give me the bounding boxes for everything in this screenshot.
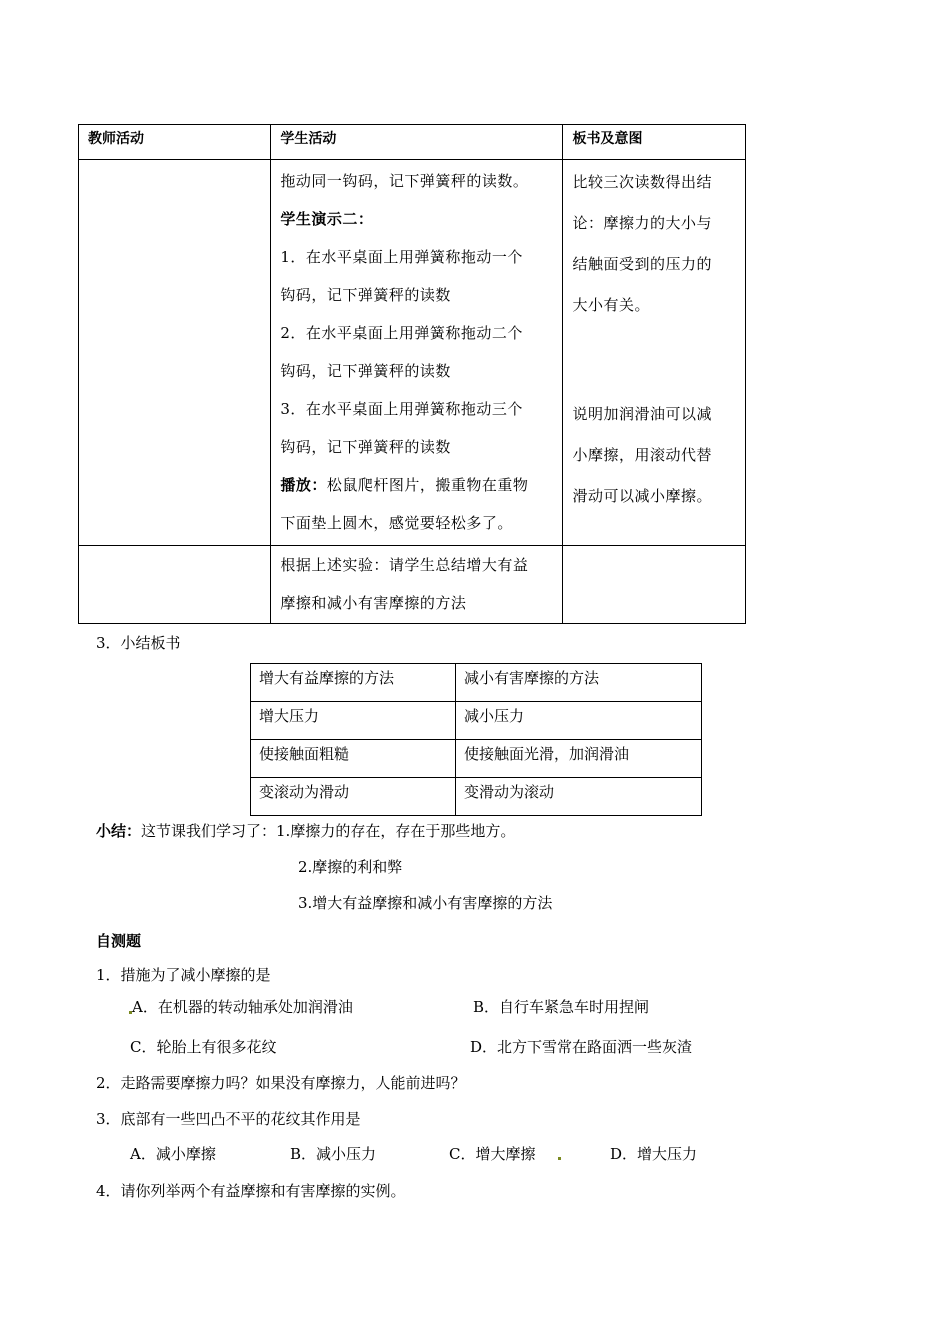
option-3b: B．减小压力 — [290, 1145, 377, 1163]
table-header-row — [79, 125, 746, 160]
option-1c: C．轮胎上有很多花纹 — [130, 1038, 277, 1056]
student-line: 钩码，记下弹簧秤的读数 — [280, 362, 451, 380]
table-cell: 减小有害摩擦的方法 — [456, 664, 702, 702]
conclusion-item: 3.增大有益摩擦和减小有害摩擦的方法 — [298, 894, 553, 912]
board-line: 大小有关。 — [572, 296, 650, 314]
table-cell: 增大有益摩擦的方法 — [251, 664, 456, 702]
header-student-activity: 学生活动 — [271, 125, 563, 160]
table-row — [251, 702, 702, 740]
student-demo-title: 学生演示二： — [280, 210, 374, 228]
table-row — [79, 160, 746, 546]
student-line: 下面垫上圆木，感觉要轻松多了。 — [280, 514, 513, 532]
question-3: 3．底部有一些凹凸不平的花纹其作用是 — [96, 1110, 361, 1128]
student-line: 钩码，记下弹簧秤的读数 — [280, 438, 451, 456]
student-line: 1．在水平桌面上用弹簧称拖动一个 — [280, 248, 523, 266]
teacher-activity-cell — [79, 546, 271, 624]
table-cell: 使接触面粗糙 — [251, 740, 456, 778]
board-line: 结触面受到的压力的 — [572, 255, 712, 273]
conclusion-text: 这节课我们学习了：1.摩擦力的存在，存在于那些地方。 — [141, 822, 516, 840]
student-play-line — [280, 466, 553, 504]
student-line: 3．在水平桌面上用弹簧称拖动三个 — [280, 400, 523, 418]
table-cell: 减小压力 — [456, 702, 702, 740]
table-row — [79, 546, 746, 624]
option-3c: C．增大摩擦 — [449, 1145, 536, 1163]
option-1b: B．自行车紧急车时用捏闸 — [473, 998, 650, 1016]
student-activity-cell — [271, 546, 563, 624]
table-cell: 增大压力 — [251, 702, 456, 740]
lesson-activity-table — [78, 124, 746, 624]
option-1a: A．在机器的转动轴承处加润滑油 — [132, 998, 353, 1016]
board-intent-cell — [563, 160, 746, 546]
board-intent-cell — [563, 546, 746, 624]
teacher-activity-cell — [79, 160, 271, 546]
board-line: 滑动可以减小摩擦。 — [572, 487, 712, 505]
question-4: 4．请你列举两个有益摩擦和有害摩擦的实例。 — [96, 1182, 406, 1200]
table-row — [251, 778, 702, 816]
board-line: 小摩擦，用滚动代替 — [572, 446, 712, 464]
speck-mark — [558, 1157, 561, 1160]
section-title: 3．小结板书 — [96, 634, 181, 652]
table-row — [251, 664, 702, 702]
play-text: 松鼠爬杆图片，搬重物在重物 — [326, 476, 529, 494]
student-activity-cell — [271, 160, 563, 546]
student-line: 摩擦和减小有害摩擦的方法 — [280, 594, 467, 612]
conclusion-item: 2.摩擦的利和弊 — [298, 858, 403, 876]
summary-table — [250, 663, 702, 816]
table-cell: 使接触面光滑，加润滑油 — [456, 740, 702, 778]
option-1d: D．北方下雪常在路面洒一些灰渣 — [470, 1038, 693, 1056]
header-board-intent: 板书及意图 — [563, 125, 746, 160]
option-3d: D．增大压力 — [610, 1145, 698, 1163]
student-line: 钩码，记下弹簧秤的读数 — [280, 286, 451, 304]
board-line: 论：摩擦力的大小与 — [572, 214, 712, 232]
option-3a: A．减小摩擦 — [130, 1145, 216, 1163]
question-1: 1．措施为了减小摩擦的是 — [96, 966, 271, 984]
conclusion-line — [96, 820, 515, 841]
table-cell: 变滚动为滑动 — [251, 778, 456, 816]
board-line: 说明加润滑油可以减 — [572, 405, 712, 423]
student-line: 2．在水平桌面上用弹簧称拖动二个 — [280, 324, 523, 342]
selftest-title: 自测题 — [96, 932, 142, 950]
question-2: 2．走路需要摩擦力吗？如果没有摩擦力，人能前进吗？ — [96, 1074, 466, 1092]
conclusion-label: 小结： — [96, 822, 142, 840]
play-label: 播放： — [280, 476, 327, 494]
board-line: 比较三次读数得出结 — [572, 173, 712, 191]
table-cell: 变滑动为滚动 — [456, 778, 702, 816]
student-line: 拖动同一钩码，记下弹簧秤的读数。 — [280, 172, 529, 190]
header-teacher-activity: 教师活动 — [79, 125, 271, 160]
student-line: 根据上述实验：请学生总结增大有益 — [280, 556, 529, 574]
table-row — [251, 740, 702, 778]
